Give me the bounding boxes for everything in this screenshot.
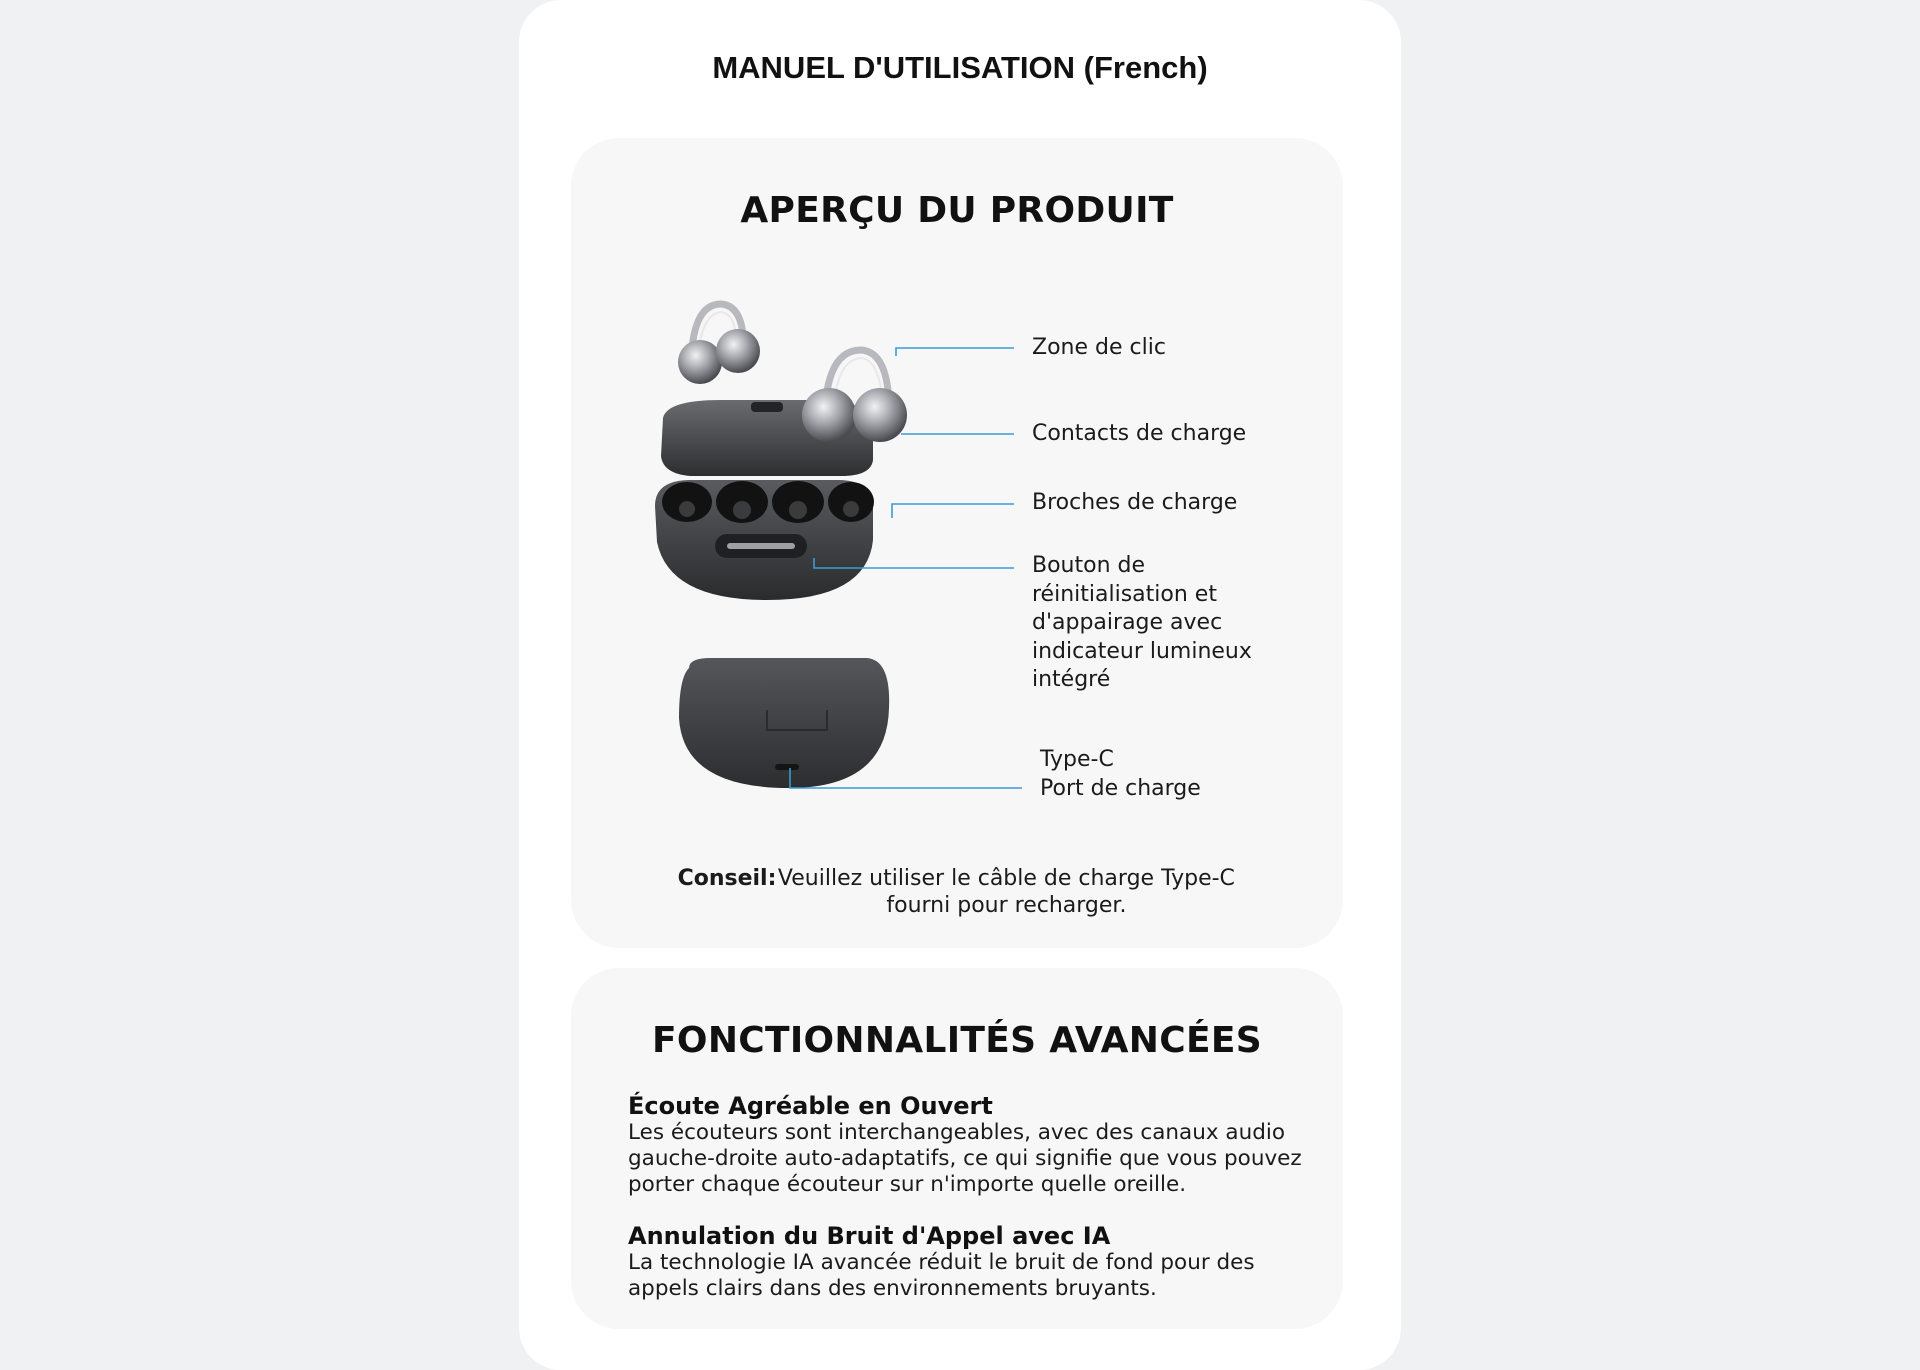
product-overview-card — [571, 138, 1343, 948]
feature-ai-noise-cancel — [628, 1222, 1308, 1302]
advanced-features-card — [571, 968, 1343, 1329]
feature-body: Les écouteurs sont interchangeables, avec des canaux audio gauche-droite auto-adaptatifs, ce qui signifie que vous pouvez porter chaque écouteur sur n'importe quelle oreille. — [628, 1120, 1302, 1197]
callout-broches-de-charge: Broches de charge — [1032, 490, 1238, 515]
callout-type-c-port: Type-C Port de charge — [1040, 747, 1201, 801]
overview-title: APERÇU DU PRODUIT — [740, 190, 1174, 231]
tip-text: Veuillez utiliser le câble de charge Type-C fourni pour recharger. — [777, 866, 1235, 918]
callout-contacts-de-charge: Contacts de charge — [1032, 421, 1247, 446]
callout-zone-de-clic: Zone de clic — [1032, 335, 1166, 360]
feature-body: La technologie IA avancée réduit le bruit de fond pour des appels clairs dans des environnements bruyants. — [628, 1250, 1255, 1301]
features-title: FONCTIONNALITÉS AVANCÉES — [652, 1020, 1262, 1061]
feature-title: Annulation du Bruit d'Appel avec IA — [628, 1222, 1111, 1250]
manual-title: MANUEL D'UTILISATION (French) — [712, 50, 1208, 85]
case-base — [655, 480, 874, 600]
tip-note — [571, 865, 1343, 919]
closed-case — [679, 658, 889, 788]
feature-title: Écoute Agréable en Ouvert — [628, 1092, 993, 1120]
earbud-left — [678, 304, 760, 384]
tip-label: Conseil: — [677, 866, 777, 891]
feature-open-listening — [628, 1092, 1308, 1198]
callout-reset-button: Bouton de réinitialisation et d'appairage avec indicateur lumineux intégré — [1032, 553, 1252, 692]
earbuds-diagram — [571, 138, 1343, 948]
manual-page — [519, 0, 1401, 1370]
